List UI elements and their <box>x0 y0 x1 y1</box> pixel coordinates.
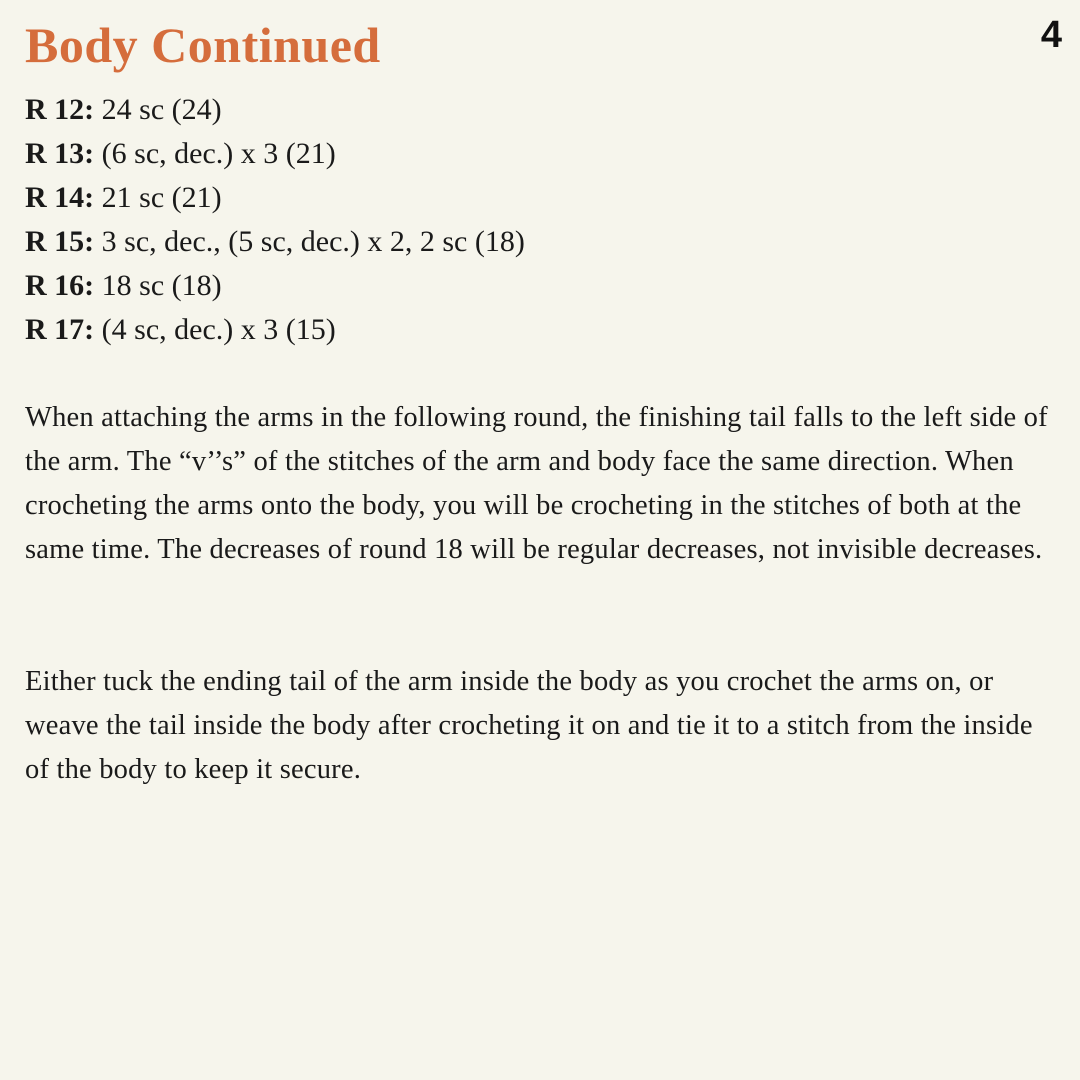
page-title: Body Continued <box>25 17 381 73</box>
round-instructions: 18 sc (18) <box>94 269 222 302</box>
attaching-arms-paragraph: When attaching the arms in the following round, the finishing tail falls to the left side of the arm. The “v’’s” of the stitches of the arm and body face the same direction. When crocheting the arms onto the body, you will be crocheting in the stitches of both at the same time. The decreases of round 18 will be regular decreases, not invisible decreases. <box>25 402 1048 565</box>
round-instructions: 24 sc (24) <box>94 93 222 126</box>
round-row <box>25 220 525 264</box>
round-label: R 15: <box>25 225 95 258</box>
round-instructions: 21 sc (21) <box>94 181 222 214</box>
round-list <box>25 88 525 352</box>
round-instructions: (6 sc, dec.) x 3 (21) <box>94 137 336 170</box>
round-label: R 16: <box>25 269 95 302</box>
round-row <box>25 88 525 132</box>
round-row <box>25 132 525 176</box>
page-number: 4 <box>1040 14 1062 56</box>
round-label: R 12: <box>25 93 95 126</box>
round-label: R 17: <box>25 313 95 346</box>
round-instructions: 3 sc, dec., (5 sc, dec.) x 2, 2 sc (18) <box>94 225 525 258</box>
round-label: R 13: <box>25 137 95 170</box>
round-row <box>25 176 525 220</box>
round-label: R 14: <box>25 181 95 214</box>
round-instructions: (4 sc, dec.) x 3 (15) <box>94 313 336 346</box>
round-row <box>25 308 525 352</box>
tail-tucking-paragraph: Either tuck the ending tail of the arm inside the body as you crochet the arms on, or weave the tail inside the body after crocheting it on and tie it to a stitch from the inside of the body to keep it secure. <box>25 666 1033 785</box>
round-row <box>25 264 525 308</box>
